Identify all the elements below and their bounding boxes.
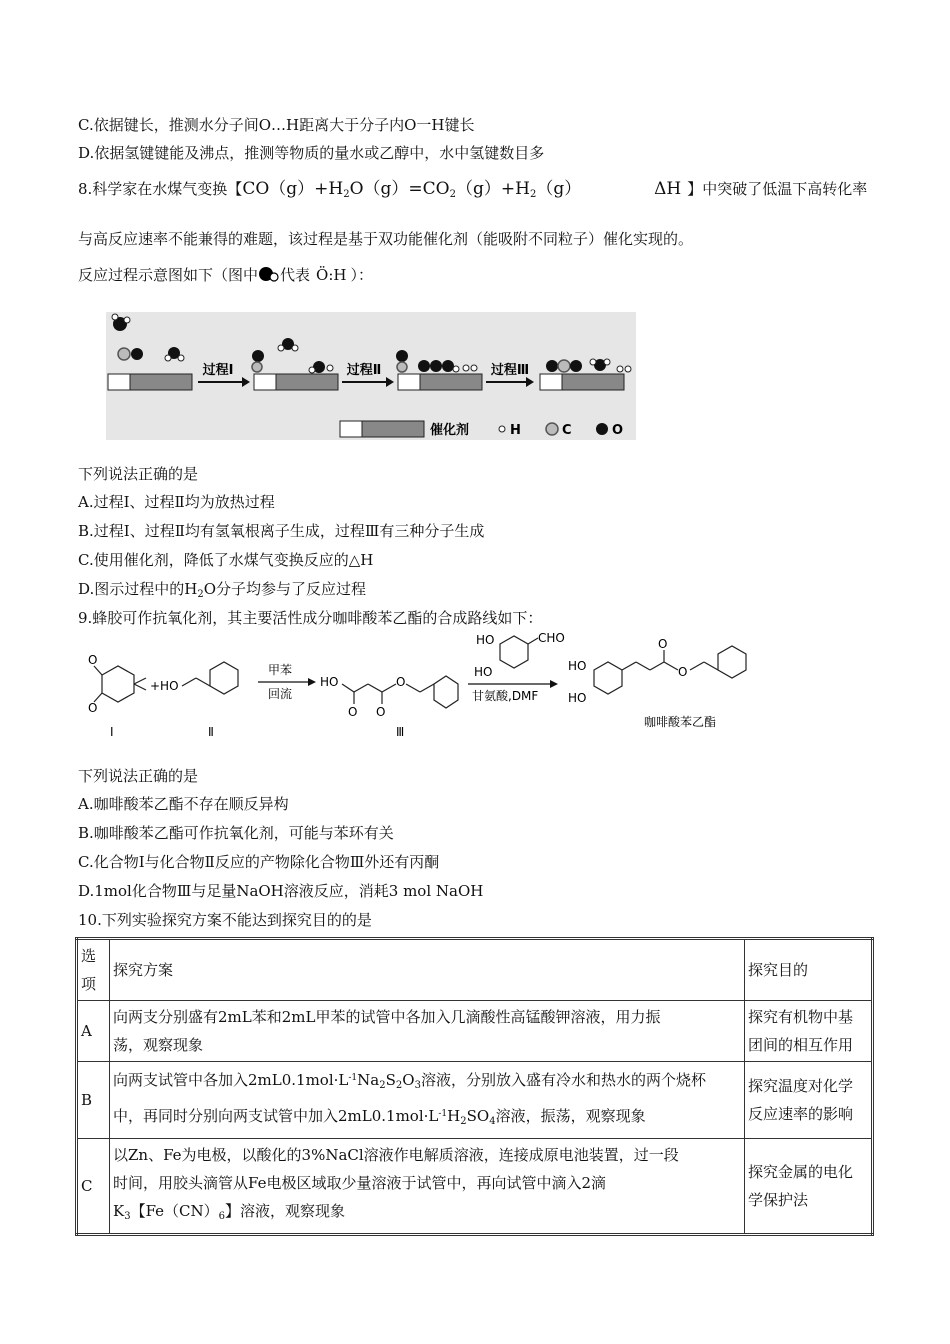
q8-prompt: 下列说法正确的是 (78, 465, 199, 483)
compound-3-label: Ⅲ (396, 725, 405, 739)
compound-3-ho: HO (320, 675, 339, 689)
product-label: 咖啡酸苯乙酯 (644, 715, 717, 729)
legend-c-label: C (562, 423, 572, 438)
compound-1-structure (94, 666, 146, 702)
condition-1-top: 甲苯 (268, 663, 293, 677)
q8-option-b: B.过程Ⅰ、过程Ⅱ均有氢氧根离子生成，过程Ⅲ有三种分子生成 (78, 522, 485, 540)
table-row (77, 1062, 873, 1139)
row-option: C (77, 1139, 110, 1235)
reagent-cho: CHO (538, 631, 565, 645)
compound-2-ho: +HO (150, 679, 179, 693)
carbonyl-o-label: O (88, 701, 98, 715)
q7-option-c: C.依据键长，推测水分子间O…H距离大于分子内O一H键长 (78, 116, 475, 134)
q8-stem-line2: 与高反应速率不能兼得的难题，该过程是基于双功能催化剂（能吸附不同粒子）催化实现的。 (78, 230, 694, 248)
reagent-ho-1: HO (476, 633, 495, 647)
table-row (77, 1001, 873, 1062)
product-ho-1: HO (568, 659, 587, 673)
reagent-ho-2: HO (474, 665, 493, 679)
legend-c-icon (546, 423, 558, 435)
dihydroxybenzaldehyde-structure (500, 636, 538, 668)
q9-option-b: B.咖啡酸苯乙酯可作抗氧化剂，可能与苯环有关 (78, 824, 394, 842)
compound-1-label: Ⅰ (110, 725, 114, 739)
q7-option-d: D.依据氢键键能及沸点，推测等物质的量水或乙醇中，水中氢键数目多 (78, 144, 545, 162)
q9-option-a: A.咖啡酸苯乙酯不存在顺反异构 (78, 795, 289, 813)
experiment-table (75, 937, 874, 1236)
q10-stem: 10.下列实验探究方案不能达到探究目的的是 (78, 911, 372, 929)
q8-option-a: A.过程Ⅰ、过程Ⅱ均为放热过程 (78, 493, 275, 511)
carbonyl-o-label: O (376, 705, 386, 719)
legend-catalyst-label: 催化剂 (430, 423, 470, 438)
q9-option-c: C.化合物Ⅰ与化合物Ⅱ反应的产物除化合物Ⅲ外还有丙酮 (78, 853, 440, 871)
legend-o-icon (596, 423, 608, 435)
row-option: B (77, 1062, 110, 1139)
product-ho-2: HO (568, 691, 587, 705)
row-goal: 探究有机物中基 团间的相互作用 (745, 1001, 873, 1062)
carbonyl-o-label: O (88, 653, 98, 667)
q8-stem-line3: 反应过程示意图如下（图中 代表 Ö:H ）： (78, 266, 373, 284)
step2-label: 过程Ⅱ (346, 363, 382, 378)
caffeic-acid-phenethyl-ester-structure (594, 646, 746, 694)
step1-label: 过程Ⅰ (202, 363, 234, 378)
row-plan: 以Zn、Fe为电极，以酸化的3%NaCl溶液作电解质溶液，连接成原电池装置，过一段 时间，用胶头滴管从Fe电极区域取少量溶液于试管中，再向试管中滴入2滴 $K_3$【$Fe(CN)_6$】溶液，观察现象 (110, 1139, 745, 1235)
product-ester-o: O (678, 665, 688, 679)
carbon-atom-icon (118, 348, 130, 360)
row-plan: 向两支试管中各加入$2mL0.1mol\cdot L^{-1}Na_2S_2O_3$溶液，分别放入盛有冷水和热水的两个烧杯 中，再同时分别向两支试管中加入$2mL0.1mol\cdot L^{-1}H_2SO_4$溶液，振荡，观察现象 (110, 1062, 745, 1139)
ester-o-label: O (396, 675, 406, 689)
table-header-row (77, 939, 873, 1001)
q8-option-c: C.使用催化剂，降低了水煤气变换反应的△H (78, 551, 374, 569)
legend-h-label: H (510, 423, 521, 438)
table-row (77, 1139, 873, 1235)
legend-h-icon (499, 426, 505, 432)
condition-2: 甘氨酸,DMF (472, 689, 539, 703)
legend-o-label: O (612, 423, 624, 438)
row-plan: 向两支分别盛有2mL苯和2mL甲苯的试管中各加入几滴酸性高锰酸钾溶液，用力振 荡，观察现象 (110, 1001, 745, 1062)
row-option: A (77, 1001, 110, 1062)
delta-h: ΔH (654, 179, 682, 199)
compound-2-label: Ⅱ (208, 725, 214, 739)
carbonyl-o-label: O (348, 705, 358, 719)
water-gas-equation: $CO(g)+H_2O(g)=CO_2(g)+H_2(g)$ (242, 179, 582, 200)
q8-option-d: D.图示过程中的$H_2O$分子均参与了反应过程 (78, 580, 367, 600)
row-goal: 探究温度对化学 反应速率的影响 (745, 1062, 873, 1139)
header-option: 选 项 (77, 939, 110, 1001)
product-carbonyl-o: O (658, 637, 668, 651)
q9-stem: 9.蜂胶可作抗氧化剂，其主要活性成分咖啡酸苯乙酯的合成路线如下： (78, 609, 543, 627)
header-plan: 探究方案 (110, 939, 745, 1001)
q9-option-d: D.1mol化合物Ⅲ与足量NaOH溶液反应，消耗3 mol NaOH (78, 882, 484, 900)
q9-prompt: 下列说法正确的是 (78, 767, 199, 785)
compound-2-structure (182, 662, 238, 694)
header-goal: 探究目的 (745, 939, 873, 1001)
oh-symbol-icon (258, 265, 280, 283)
synthesis-route-scheme (80, 630, 770, 742)
oh-label: Ö:H (316, 266, 347, 284)
q8-stem-line1: 8.科学家在水煤气变换【$CO(g)+H_2O(g)=CO_2(g)+H_2(g)$ ΔH 】中突破了低温下高转化率 (78, 179, 868, 200)
step3-label: 过程Ⅲ (490, 363, 530, 378)
row-goal: 探究金属的电化 学保护法 (745, 1139, 873, 1235)
reaction-process-diagram (106, 306, 638, 442)
condition-1-bottom: 回流 (268, 687, 293, 701)
oxygen-atom-icon (131, 348, 143, 360)
